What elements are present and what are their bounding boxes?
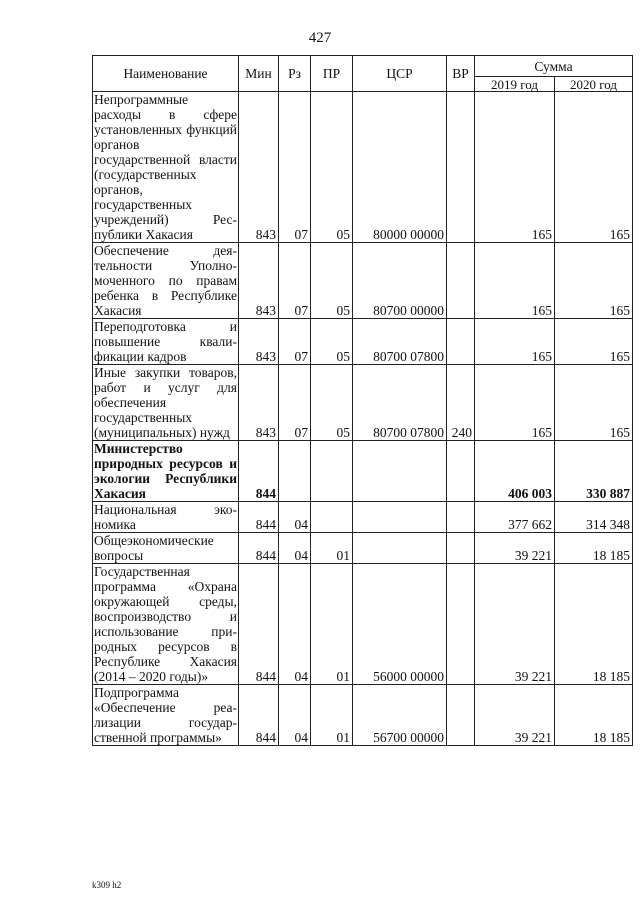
cell-name: Непрограммные расходы в сфере установленных функций органов государственной власти (государственных органов, государственных учреждений) Республики Хакасия: [94, 92, 237, 242]
cell-name: Министерство природных ресурсов и экологии Республики Хакасия: [94, 441, 237, 501]
table-row: [93, 533, 633, 564]
cell-sum-2019: 165: [475, 243, 555, 319]
table-row: [93, 243, 633, 319]
header-min: Мин: [239, 56, 279, 92]
cell-vr: [447, 533, 475, 564]
cell-rz: 04: [279, 502, 311, 533]
cell-name: Национальная экономика: [94, 502, 237, 532]
cell-csr: [353, 441, 447, 502]
header-pr: ПР: [311, 56, 353, 92]
cell-sum-2019: 377 662: [475, 502, 555, 533]
table-row: [93, 685, 633, 746]
cell-min: 843: [239, 243, 279, 319]
cell-vr: [447, 92, 475, 243]
cell-csr: [353, 502, 447, 533]
cell-sum-2019: 39 221: [475, 685, 555, 746]
cell-pr: 05: [311, 243, 353, 319]
cell-rz: 07: [279, 319, 311, 365]
cell-sum-2019: 165: [475, 365, 555, 441]
cell-sum-2020: 165: [555, 243, 633, 319]
cell-pr: [311, 502, 353, 533]
cell-csr: [353, 533, 447, 564]
cell-pr: 01: [311, 533, 353, 564]
cell-vr: [447, 319, 475, 365]
cell-min: 843: [239, 365, 279, 441]
cell-rz: 04: [279, 564, 311, 685]
cell-rz: 07: [279, 365, 311, 441]
cell-name: Иные закупки товаров, работ и услуг для обеспечения государственных (муниципальных) нужд: [94, 365, 237, 440]
cell-pr: 01: [311, 564, 353, 685]
cell-name: Обеспечение деятельности Уполномоченного по правам ребенка в Республике Хакасия: [94, 243, 237, 318]
cell-min: 844: [239, 685, 279, 746]
cell-sum-2020: 18 185: [555, 533, 633, 564]
cell-vr: 240: [447, 365, 475, 441]
cell-pr: [311, 441, 353, 502]
cell-csr: 56000 00000: [353, 564, 447, 685]
cell-csr: 56700 00000: [353, 685, 447, 746]
cell-rz: 04: [279, 533, 311, 564]
cell-sum-2020: 165: [555, 92, 633, 243]
cell-min: 844: [239, 502, 279, 533]
cell-vr: [447, 685, 475, 746]
header-vr: ВР: [447, 56, 475, 92]
table-body: [93, 92, 633, 746]
header-rz: Рз: [279, 56, 311, 92]
cell-name: Общеэкономические вопросы: [93, 533, 239, 564]
cell-csr: 80700 00000: [353, 243, 447, 319]
cell-rz: 07: [279, 243, 311, 319]
header-2019: 2019 год: [475, 77, 555, 92]
cell-sum-2020: 165: [555, 365, 633, 441]
cell-name: Государственная программа «Охрана окружающей среды, воспроизводство и использование природных ресурсов в Республике Хакасия (2014 – 2020 годы)»: [94, 564, 237, 684]
cell-sum-2020: 18 185: [555, 564, 633, 685]
cell-rz: [279, 441, 311, 502]
header-csr: ЦСР: [353, 56, 447, 92]
table-row: [93, 564, 633, 685]
cell-min: 844: [239, 441, 279, 502]
page-number: 427: [308, 30, 332, 46]
table-row: [93, 365, 633, 441]
cell-csr: 80700 07800: [353, 319, 447, 365]
table-row: [93, 319, 633, 365]
cell-name: Переподготовка и повышение квалификации кадров: [94, 319, 237, 364]
cell-min: 844: [239, 564, 279, 685]
cell-rz: 07: [279, 92, 311, 243]
cell-vr: [447, 502, 475, 533]
cell-pr: 05: [311, 92, 353, 243]
cell-csr: 80700 07800: [353, 365, 447, 441]
cell-pr: 05: [311, 319, 353, 365]
cell-vr: [447, 564, 475, 685]
cell-sum-2019: 165: [475, 92, 555, 243]
cell-sum-2020: 330 887: [555, 441, 633, 502]
cell-sum-2020: 314 348: [555, 502, 633, 533]
cell-csr: 80000 00000: [353, 92, 447, 243]
cell-min: 843: [239, 319, 279, 365]
cell-name: Подпрограмма «Обеспечение реализации государственной программы»: [94, 685, 237, 745]
cell-rz: 04: [279, 685, 311, 746]
budget-table: [92, 55, 633, 746]
cell-sum-2020: 18 185: [555, 685, 633, 746]
cell-sum-2019: 39 221: [475, 564, 555, 685]
cell-sum-2020: 165: [555, 319, 633, 365]
cell-sum-2019: 165: [475, 319, 555, 365]
cell-min: 843: [239, 92, 279, 243]
footer-code: k309 h2: [92, 880, 122, 890]
table-row: [93, 441, 633, 502]
cell-sum-2019: 39 221: [475, 533, 555, 564]
cell-vr: [447, 243, 475, 319]
table-row: [93, 92, 633, 243]
cell-vr: [447, 441, 475, 502]
cell-pr: 05: [311, 365, 353, 441]
header-2020: 2020 год: [555, 77, 633, 92]
cell-min: 844: [239, 533, 279, 564]
table-row: [93, 502, 633, 533]
header-name: Наименование: [93, 56, 239, 92]
header-sum: Сумма: [475, 56, 633, 77]
cell-sum-2019: 406 003: [475, 441, 555, 502]
cell-pr: 01: [311, 685, 353, 746]
